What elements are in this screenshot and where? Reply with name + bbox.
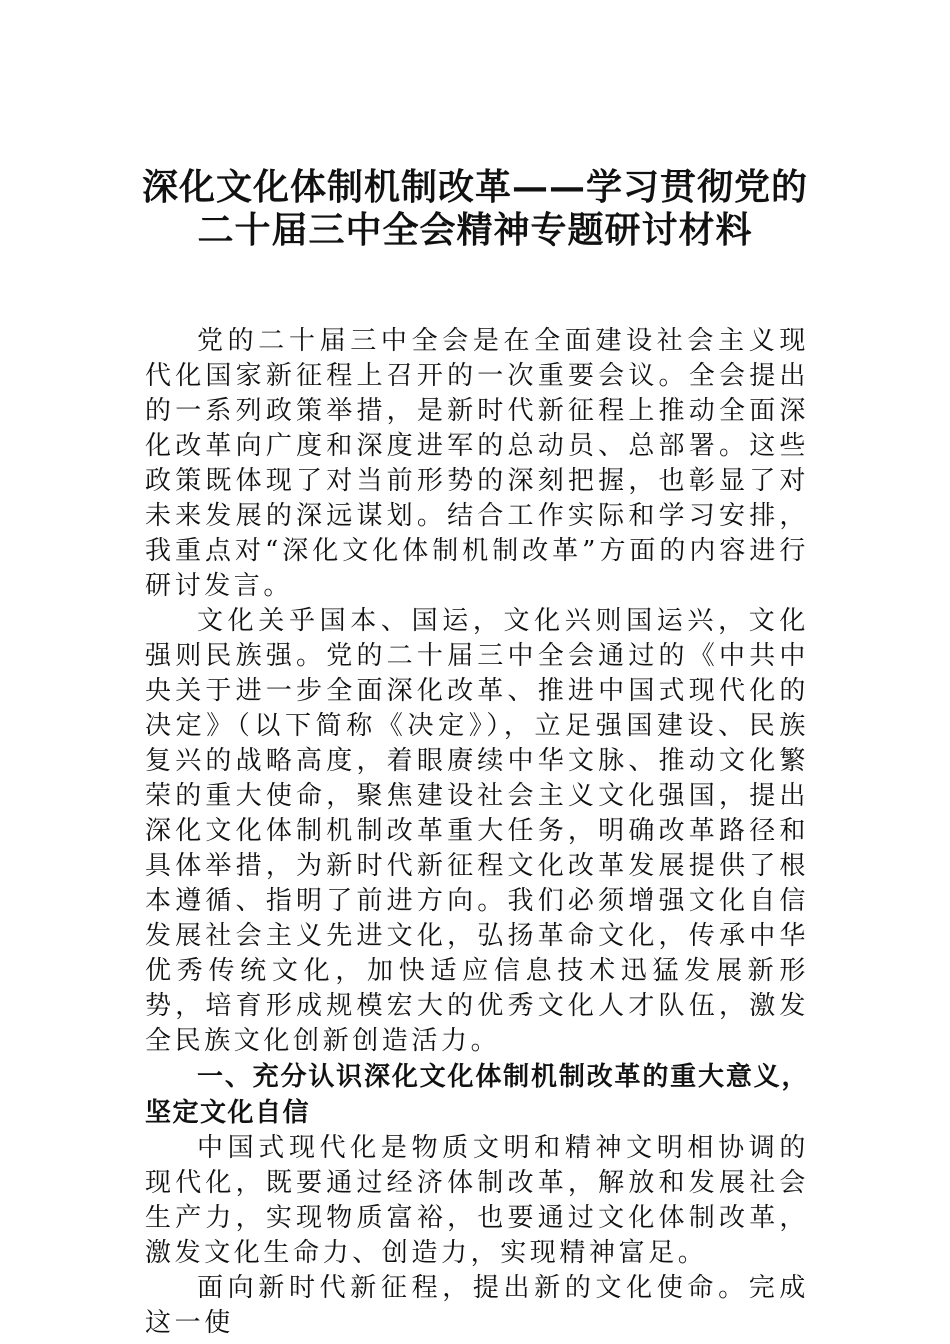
intro-paragraph-2: 文化关乎国本、国运，文化兴则国运兴，文化强则民族强。党的二十届三中全会通过的《中共中央关于进一步全面深化改革、推进中国式现代化的决定》（以下简称《决定》），立足强国建设、民族复兴的战略高度，着眼赓续中华文脉、推动文化繁荣的重大使命，聚焦建设社会主义文化强国，提出深化文化体制机制改革重大任务，明确改革路径和具体举措，为新时代新征程文化改革发展提供了根本遵循、指明了前进方向。我们必须增强文化自信发展社会主义先进文化，弘扬革命文化，传承中华优秀传统文化，加快适应信息技术迅猛发展新形势，培育形成规模宏大的优秀文化人才队伍，激发全民族文化创新创造活力。 [145,606,809,1056]
section-1-paragraph-2: 面向新时代新征程，提出新的文化使命。完成这一使 [145,1273,809,1338]
section-1-paragraph-1: 中国式现代化是物质文明和精神文明相协调的现代化，既要通过经济体制改革，解放和发展社会生产力，实现物质富裕，也要通过文化体制改革，激发文化生命力、创造力，实现精神富足。 [145,1133,809,1268]
document-title-line-1: 深化文化体制机制改革——学习贯彻党的 [141,166,808,208]
section-1-heading: 一、充分认识深化文化体制机制改革的重大意义，坚定文化自信 [145,1062,809,1128]
intro-paragraph-1: 党的二十届三中全会是在全面建设社会主义现代化国家新征程上召开的一次重要会议。全会提出的一系列政策举措，是新时代新征程上推动全面深化改革向广度和深度进军的总动员、总部署。这些政策既体现了对当前形势的深刻把握，也彰显了对未来发展的深远谋划。结合工作实际和学习安排，我重点对“深化文化体制机制改革”方面的内容进行研讨发言。 [145,326,809,601]
document-body [145,324,809,1341]
document-title-line-2: 二十届三中全会精神专题研讨材料 [197,209,753,251]
